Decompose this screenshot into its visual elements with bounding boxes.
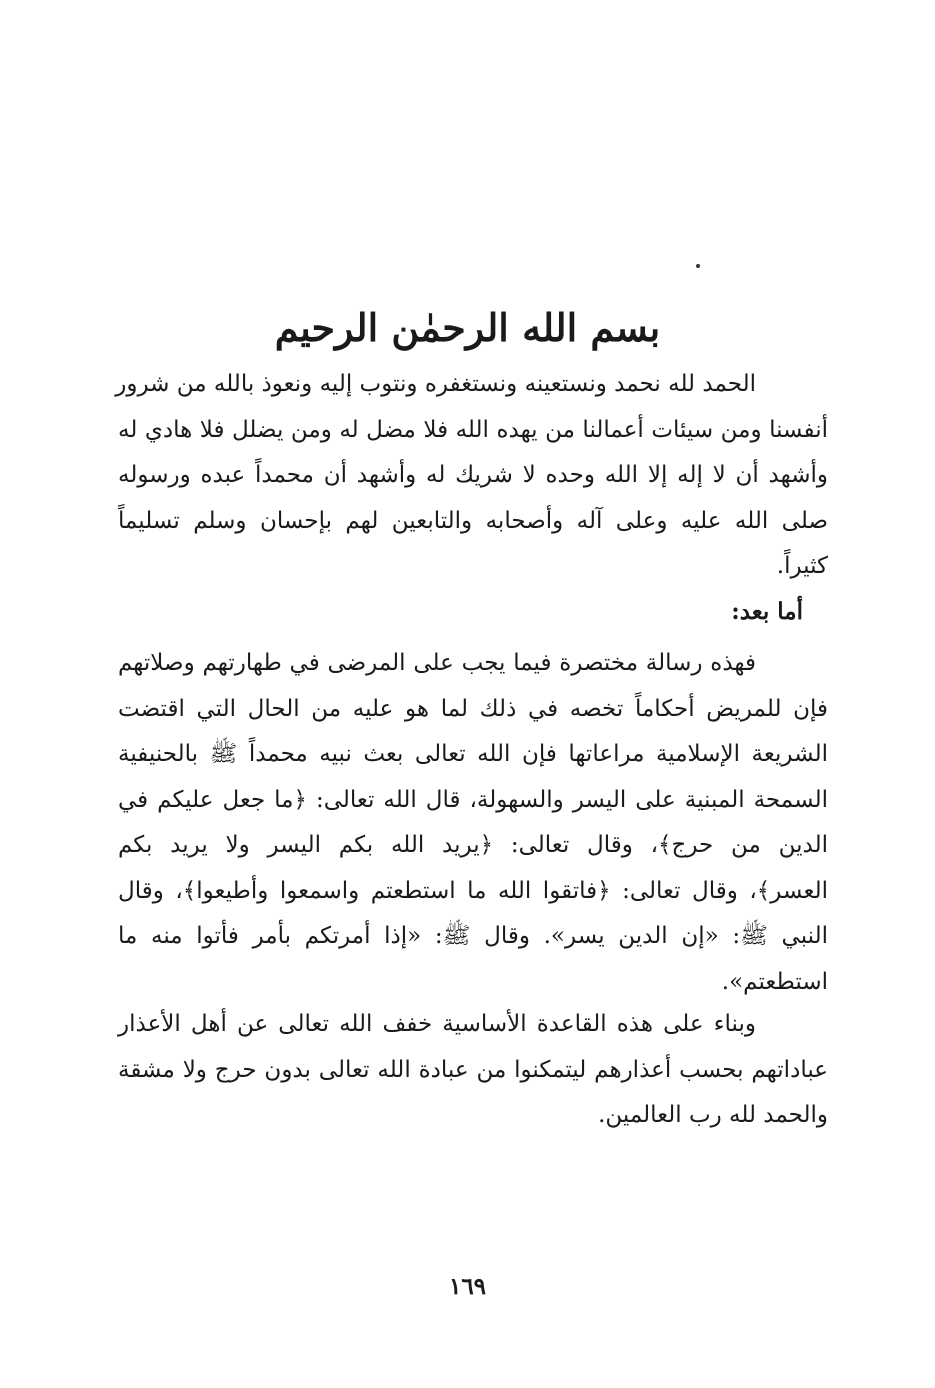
- text-line: كثيراً.: [776, 553, 828, 579]
- paragraph-body: [118, 641, 828, 1005]
- text-line: فهذه رسالة مختصرة فيما يجب على المرضى في طهارتهم وصلاتهم: [118, 650, 756, 676]
- section-heading: أما بعد:: [731, 598, 803, 625]
- text-line: الدين من حرج﴾، وقال تعالى: ﴿يريد الله بكم اليسر ولا يريد بكم: [118, 832, 828, 858]
- text-line: النبي ﷺ: «إن الدين يسر». وقال ﷺ: «إذا أمرتكم بأمر فأتوا منه ما: [118, 923, 828, 949]
- page-title: بسم الله الرحمٰن الرحيم: [274, 305, 661, 350]
- text-line: والحمد لله رب العالمين.: [598, 1102, 828, 1128]
- text-line: فإن للمريض أحكاماً تخصه في ذلك لما هو عليه من الحال التي اقتضت: [118, 695, 828, 722]
- text-line: وبناء على هذه القاعدة الأساسية خفف الله تعالى عن أهل الأعذار: [118, 1011, 756, 1037]
- text-line: صلى الله عليه وعلى آله وأصحابه والتابعين لهم بإحسان وسلم تسليماً: [118, 507, 828, 534]
- text-line: وأشهد أن لا إله إلا الله وحده لا شريك له وأشهد أن محمداً عبده ورسوله: [118, 462, 828, 488]
- ink-dot: [696, 264, 700, 268]
- text-line: السمحة المبنية على اليسر والسهولة، قال الله تعالى: ﴿ما جعل عليكم في: [118, 786, 828, 813]
- text-line: العسر﴾، وقال تعالى: ﴿فاتقوا الله ما استطعتم واسمعوا وأطيعوا﴾، وقال: [118, 877, 828, 904]
- text-line: الشريعة الإسلامية مراعاتها فإن الله تعالى بعث نبيه محمداً ﷺ بالحنيفية: [118, 741, 828, 767]
- text-line: أنفسنا ومن سيئات أعمالنا من يهده الله فلا مضل له ومن يضلل فلا هادي له: [118, 416, 828, 443]
- page-number: ١٦٩: [448, 1273, 487, 1300]
- paragraph-closing: [118, 1002, 828, 1139]
- text-line: الحمد لله نحمد ونستعينه ونستغفره ونتوب إليه ونعوذ بالله من شرور: [115, 371, 756, 397]
- text-line: استطعتم».: [721, 968, 828, 995]
- paragraph-opening: [115, 362, 828, 590]
- text-line: عباداتهم بحسب أعذارهم ليتمكنوا من عبادة الله تعالى بدون حرج ولا مشقة: [118, 1056, 828, 1083]
